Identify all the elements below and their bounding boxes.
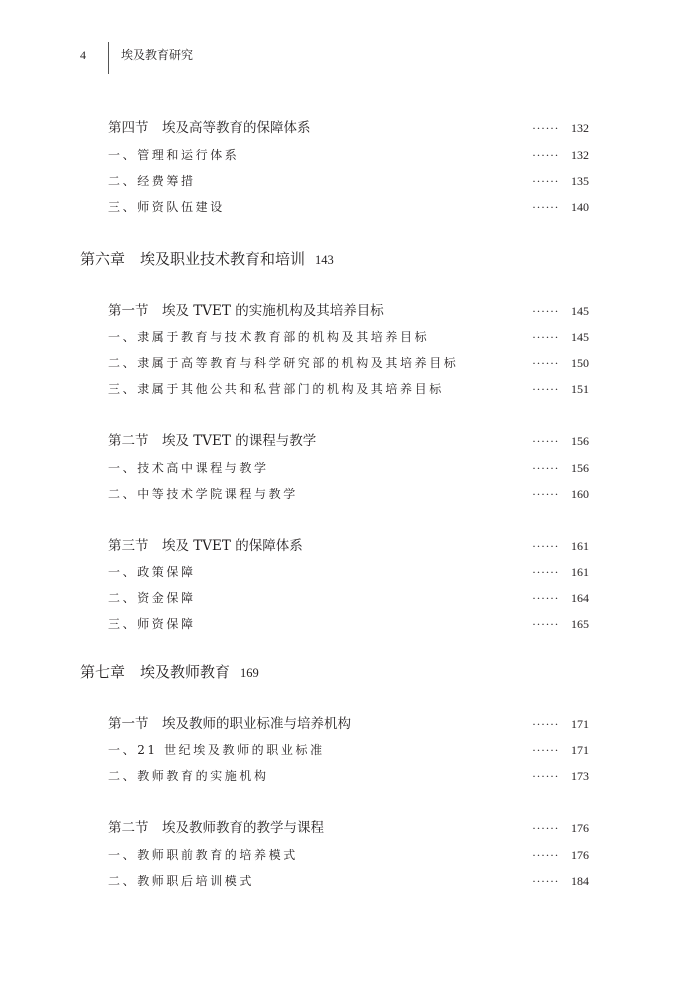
leader-dots: ······ xyxy=(532,434,559,448)
page-ref[interactable]: 132 xyxy=(570,121,589,135)
leader-dots: ······ xyxy=(532,200,559,214)
page-ref[interactable]: 160 xyxy=(570,487,589,501)
page-ref[interactable]: 151 xyxy=(570,382,589,396)
leader-dots: ······ xyxy=(532,717,559,731)
leader-dots: ······ xyxy=(532,617,559,631)
toc-subsection-title[interactable]: 二、资金保障 xyxy=(108,591,196,605)
toc-entry-page xyxy=(532,353,589,373)
toc-chapter-title: 第六章 埃及职业技术教育和培训 xyxy=(80,250,306,268)
toc-chapter[interactable] xyxy=(80,249,334,269)
toc-entry-page xyxy=(532,614,589,634)
toc-subsection-title[interactable]: 二、隶属于高等教育与科学研究部的机构及其培养目标 xyxy=(108,356,459,370)
toc-entry-page xyxy=(532,431,589,451)
page-ref[interactable]: 184 xyxy=(570,874,589,888)
toc-subsection-title[interactable]: 一、技术高中课程与教学 xyxy=(108,461,269,475)
toc-entry-page xyxy=(532,714,589,734)
page-ref[interactable]: 171 xyxy=(570,743,589,757)
leader-dots: ······ xyxy=(532,330,559,344)
toc-entry-page xyxy=(532,301,589,321)
page-number: 4 xyxy=(80,48,86,62)
page-ref[interactable]: 135 xyxy=(570,174,589,188)
leader-dots: ······ xyxy=(532,874,559,888)
leader-dots: ······ xyxy=(532,565,559,579)
toc-entry-page xyxy=(532,740,589,760)
leader-dots: ······ xyxy=(532,461,559,475)
chapter-page-ref[interactable]: 143 xyxy=(315,253,334,267)
leader-dots: ······ xyxy=(532,487,559,501)
toc-entry-page xyxy=(532,845,589,865)
page-ref[interactable]: 156 xyxy=(570,461,589,475)
page-ref[interactable]: 140 xyxy=(570,200,589,214)
toc-subsection-title[interactable]: 一、21 世纪埃及教师的职业标准 xyxy=(108,743,325,757)
toc-section-title[interactable]: 第一节 埃及教师的职业标准与培养机构 xyxy=(108,716,351,732)
page-ref[interactable]: 173 xyxy=(570,769,589,783)
toc-entry-page xyxy=(532,536,589,556)
leader-dots: ······ xyxy=(532,769,559,783)
toc-subsection-title[interactable]: 二、中等技术学院课程与教学 xyxy=(108,487,298,501)
header-divider xyxy=(108,42,109,74)
running-head-title: 埃及教育研究 xyxy=(121,48,194,62)
toc-chapter[interactable] xyxy=(80,662,259,682)
toc-entry-page xyxy=(532,145,589,165)
toc-entry-page xyxy=(532,484,589,504)
leader-dots: ······ xyxy=(532,356,559,370)
toc-entry-page xyxy=(532,766,589,786)
leader-dots: ······ xyxy=(532,121,559,135)
leader-dots: ······ xyxy=(532,304,559,318)
toc-subsection-title[interactable]: 三、隶属于其他公共和私营部门的机构及其培养目标 xyxy=(108,382,444,396)
toc-section-title[interactable]: 第一节 埃及 TVET 的实施机构及其培养目标 xyxy=(108,303,384,319)
toc-section-title[interactable]: 第二节 埃及 TVET 的课程与教学 xyxy=(108,433,317,449)
toc-subsection-title[interactable]: 一、管理和运行体系 xyxy=(108,148,240,162)
page-ref[interactable]: 145 xyxy=(570,304,589,318)
page-ref[interactable]: 150 xyxy=(570,356,589,370)
toc-subsection-title[interactable]: 一、教师职前教育的培养模式 xyxy=(108,848,298,862)
toc-entry-page xyxy=(532,171,589,191)
toc-entry-page xyxy=(532,118,589,138)
toc-subsection-title[interactable]: 一、隶属于教育与技术教育部的机构及其培养目标 xyxy=(108,330,430,344)
page-ref[interactable]: 164 xyxy=(570,591,589,605)
toc-section-title[interactable]: 第二节 埃及教师教育的教学与课程 xyxy=(108,820,324,836)
toc-subsection-title[interactable]: 三、师资队伍建设 xyxy=(108,200,225,214)
toc-subsection-title[interactable]: 二、教师教育的实施机构 xyxy=(108,769,269,783)
toc-subsection-title[interactable]: 一、政策保障 xyxy=(108,565,196,579)
toc-entry-page xyxy=(532,197,589,217)
page-ref[interactable]: 161 xyxy=(570,565,589,579)
toc-chapter-title: 第七章 埃及教师教育 xyxy=(80,663,231,681)
page-ref[interactable]: 161 xyxy=(570,539,589,553)
toc-entry-page xyxy=(532,588,589,608)
page-ref[interactable]: 145 xyxy=(570,330,589,344)
leader-dots: ······ xyxy=(532,743,559,757)
toc-subsection-title[interactable]: 二、经费筹措 xyxy=(108,174,196,188)
leader-dots: ······ xyxy=(532,148,559,162)
toc-subsection-title[interactable]: 二、教师职后培训模式 xyxy=(108,874,255,888)
page-header xyxy=(0,0,687,80)
page-ref[interactable]: 165 xyxy=(570,617,589,631)
toc-subsection-title[interactable]: 三、师资保障 xyxy=(108,617,196,631)
page-ref[interactable]: 171 xyxy=(570,717,589,731)
toc-entry-page xyxy=(532,327,589,347)
chapter-page-ref[interactable]: 169 xyxy=(240,666,259,680)
leader-dots: ······ xyxy=(532,591,559,605)
page-ref[interactable]: 132 xyxy=(570,148,589,162)
page-ref[interactable]: 156 xyxy=(570,434,589,448)
leader-dots: ······ xyxy=(532,382,559,396)
toc-entry-page xyxy=(532,562,589,582)
toc-section-title[interactable]: 第四节 埃及高等教育的保障体系 xyxy=(108,120,311,136)
leader-dots: ······ xyxy=(532,848,559,862)
toc-entry-page xyxy=(532,379,589,399)
toc-entry-page xyxy=(532,818,589,838)
leader-dots: ······ xyxy=(532,539,559,553)
leader-dots: ······ xyxy=(532,174,559,188)
toc-entry-page xyxy=(532,871,589,891)
page-ref[interactable]: 176 xyxy=(570,821,589,835)
page-ref[interactable]: 176 xyxy=(570,848,589,862)
toc-section-title[interactable]: 第三节 埃及 TVET 的保障体系 xyxy=(108,538,303,554)
toc-entry-page xyxy=(532,458,589,478)
leader-dots: ······ xyxy=(532,821,559,835)
